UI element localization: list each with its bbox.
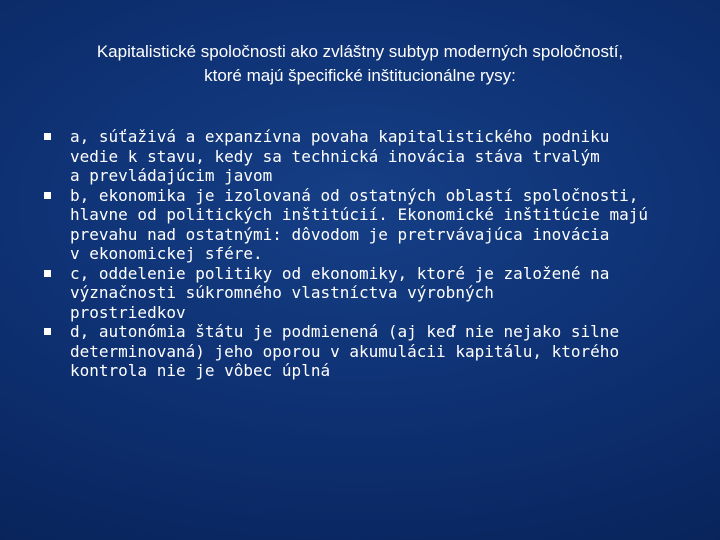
slide-title-line: Kapitalistické spoločnosti ako zvláštny subtyp moderných spoločností,	[96, 42, 624, 61]
bullet-text-line: v ekonomickej sfére.	[70, 244, 263, 263]
bullet-item	[44, 186, 694, 264]
square-bullet-icon	[44, 270, 51, 277]
bullet-text-line: a prevládajúcim javom	[70, 166, 273, 185]
square-bullet-icon	[44, 192, 51, 199]
bullet-text-line: prostriedkov	[70, 302, 186, 322]
bullet-text-line: hlavne od politických inštitúcií. Ekonomické inštitúcie majú	[70, 205, 648, 224]
bullet-text-line: prevahu nad ostatnými: dôvodom je pretrvávajúca inovácia	[70, 224, 610, 244]
bullet-text-line: c, oddelenie politiky od ekonomiky, ktoré je založené na	[70, 263, 610, 283]
bullet-list	[44, 127, 694, 381]
bullet-text-line: význačnosti súkromného vlastníctva výrobných	[70, 283, 494, 302]
bullet-text-line: b, ekonomika je izolovaná od ostatných oblastí spoločnosti,	[70, 185, 639, 205]
bullet-text-line: vedie k stavu, kedy sa technická inovácia stáva trvalým	[70, 146, 600, 166]
bullet-text-line: a, súťaživá a expanzívna povaha kapitalistického podniku	[70, 127, 610, 146]
square-bullet-icon	[44, 328, 51, 335]
square-bullet-icon	[44, 133, 51, 140]
slide-title	[30, 40, 690, 88]
bullet-text-line: d, autonómia štátu je podmienená (aj keď nie nejako silne	[70, 322, 620, 341]
bullet-text-line: kontrola nie je vôbec úplná	[70, 361, 331, 380]
bullet-item	[44, 264, 694, 323]
bullet-text-line: determinovaná) jeho oporou v akumulácii kapitálu, ktorého	[70, 341, 620, 361]
slide-title-line: ktoré majú špecifické inštitucionálne rysy:	[204, 66, 516, 85]
bullet-item	[44, 127, 694, 186]
bullet-item	[44, 322, 694, 381]
